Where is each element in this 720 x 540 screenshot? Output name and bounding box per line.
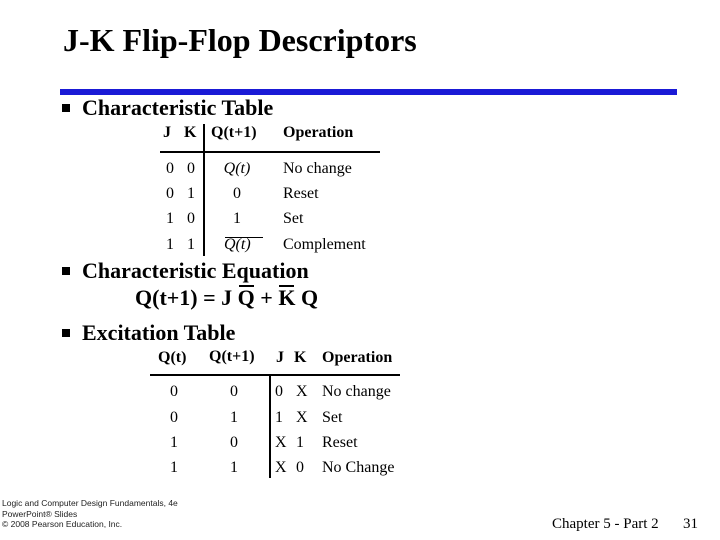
- slide-title: J-K Flip-Flop Descriptors: [63, 22, 417, 58]
- cell-q-next: 0: [233, 185, 241, 202]
- cell-operation: No Change: [322, 459, 395, 476]
- cell-operation: Reset: [322, 434, 358, 451]
- cell-operation: No change: [322, 383, 391, 400]
- cell-k: 1: [187, 185, 195, 202]
- k-complement: K: [278, 285, 296, 310]
- cell-q-next: 1: [230, 459, 238, 476]
- chapter-label: Chapter 5 - Part 2: [552, 516, 659, 532]
- equation-lhs: Q(t+1) = J: [135, 285, 233, 310]
- cell-j: 0: [275, 383, 283, 400]
- cell-operation: Set: [283, 210, 304, 227]
- column-divider: [203, 124, 205, 256]
- cell-j: X: [275, 459, 287, 476]
- header-divider: [150, 374, 400, 376]
- cell-operation: Set: [322, 409, 343, 426]
- section-label: Characteristic Table: [82, 95, 274, 120]
- bullet-characteristic-equation: [62, 258, 309, 284]
- cell-k: 0: [296, 459, 304, 476]
- square-bullet-icon: [62, 267, 70, 275]
- q-complement: Q: [237, 285, 255, 310]
- cell-operation: No change: [283, 160, 352, 177]
- cell-k: 1: [187, 236, 195, 253]
- header-operation: Operation: [283, 124, 354, 141]
- cell-q: 0: [170, 409, 178, 426]
- cell-j: 0: [166, 185, 174, 202]
- cell-operation: Reset: [283, 185, 319, 202]
- cell-q: 1: [170, 459, 178, 476]
- cell-q: 0: [170, 383, 178, 400]
- page-number: 31: [683, 516, 698, 532]
- cell-j: 0: [166, 160, 174, 177]
- header-k: K: [294, 349, 307, 366]
- cell-q-next: 0: [230, 383, 238, 400]
- cell-q-next: 1: [233, 210, 241, 227]
- header-q: Q(t): [158, 349, 187, 366]
- cell-j: 1: [166, 236, 174, 253]
- square-bullet-icon: [62, 329, 70, 337]
- section-label: Excitation Table: [82, 320, 236, 345]
- header-q-next: Q(t+1): [209, 348, 255, 365]
- bullet-characteristic-table: [62, 95, 273, 121]
- header-j: J: [163, 124, 171, 141]
- header-divider: [160, 151, 380, 153]
- header-q-next: Q(t+1): [211, 124, 257, 141]
- bullet-excitation-table: [62, 320, 235, 346]
- plus-sign: +: [260, 285, 273, 310]
- square-bullet-icon: [62, 104, 70, 112]
- section-label: Characteristic Equation: [82, 258, 309, 283]
- cell-k: 1: [296, 434, 304, 451]
- cell-j: X: [275, 434, 287, 451]
- cell-q-next: 1: [230, 409, 238, 426]
- header-k: K: [184, 124, 197, 141]
- cell-k: 0: [187, 210, 195, 227]
- cell-q: 1: [170, 434, 178, 451]
- cell-k: X: [296, 383, 308, 400]
- cell-j: 1: [166, 210, 174, 227]
- header-j: J: [276, 349, 284, 366]
- cell-j: 1: [275, 409, 283, 426]
- cell-q-next: 0: [230, 434, 238, 451]
- cell-operation: Complement: [283, 236, 366, 253]
- column-divider: [269, 374, 271, 478]
- cell-q-next: Q(t): [223, 160, 251, 177]
- q-term: Q: [300, 285, 319, 310]
- cell-q-next: Q(t): [224, 236, 264, 254]
- characteristic-equation: [135, 285, 318, 311]
- cell-k: X: [296, 409, 308, 426]
- cell-k: 0: [187, 160, 195, 177]
- publisher-credit: Logic and Computer Design Fundamentals, 4e PowerPoint® Slides © 2008 Pearson Education, Inc.: [2, 498, 178, 529]
- header-operation: Operation: [322, 349, 393, 366]
